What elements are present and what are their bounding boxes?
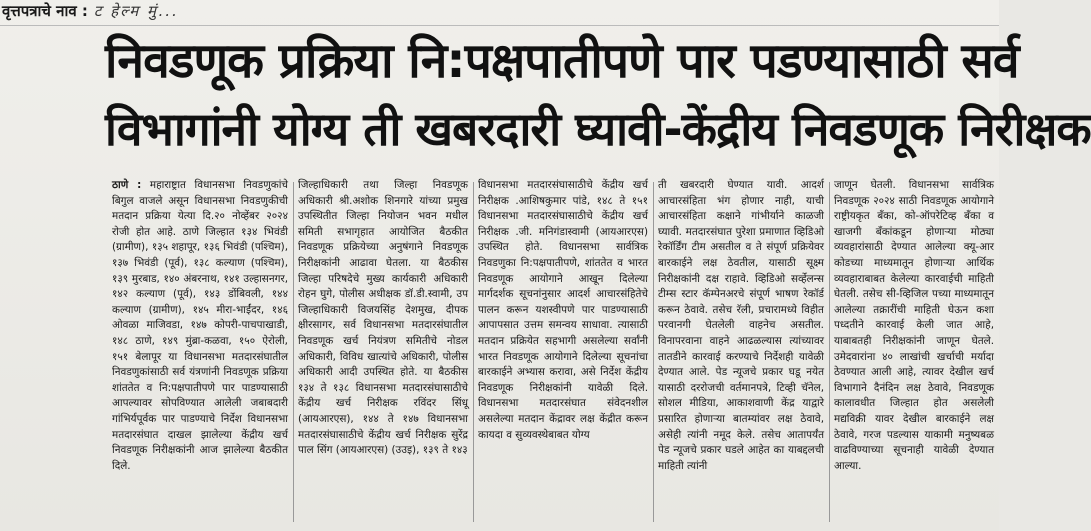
headline-line-1: निवडणूक प्रक्रिया नि:पक्षपातीपणे पार पडण्यासाठी सर्व bbox=[105, 33, 1019, 89]
headline-line-2: विभागांनी योग्य ती खबरदारी घ्यावी-केंद्रीय निवडणूक निरीक्षक bbox=[105, 102, 1091, 156]
newspaper-name-label: वृत्तपत्राचे नाव : bbox=[2, 2, 88, 20]
column-divider bbox=[293, 182, 294, 522]
column-4-text: ती खबरदारी घेण्यात यावी. आदर्श आचारसंहिता भंग होणार नाही, याची आचारसंहिता कक्षाने गांभीर्याने काळजी घ्यावी. मतदारसंघात पुरेशा प्रमाणात व्हिडिओ रेकॉर्डिंग टीम असतील व ते संपूर्ण प्रक्रियेवर बारकाईने लक्ष ठेवतील, यासाठी सूक्ष्म निरीक्षकांनी दक्ष राहावे. व्हिडिओ सर्व्हेलन्स टीम्स स्टार कॅम्पेनअरचे संपूर्ण भाषण रेकॉर्ड करून ठेवावे. तसेच रॅली, प्रचारामध्ये विहीत परवानगी घेतलेली वाहनेच असतील. विनापरवाना वाहने आढळल्यास त्यांच्यावर तातडीने कारवाई करण्याचे निर्देशही यावेळी देण्यात आले. पेड न्यूजचे प्रकार घडू नयेत यासाठी दररोजची वर्तमानपत्रे, टिव्ही चॅनेल, सोशल मीडिया, आकाशवाणी केंद्र याद्वारे प्रसारित होणाऱ्या बातम्यांवर लक्ष ठेवावे, असेही त्यांनी नमूद केले. तसेच आतापर्यंत पेड न्यूजचे प्रकार घडले आहेत का याबद्दलची माहिती त्यांनी bbox=[658, 179, 824, 472]
newspaper-name-handwritten: ट हेल्म मुं... bbox=[93, 2, 179, 20]
column-divider bbox=[829, 182, 830, 522]
column-divider bbox=[653, 182, 654, 522]
column-5-text: जाणून घेतली. विधानसभा सार्वत्रिक निवडणूक २०२४ साठी निवडणूक आयोगाने राष्ट्रीयकृत बँका, को-ऑपरेटिव्ह बँका व खाजगी बँकांकडून होणाऱ्या मोठ्या व्यवहारांसाठी देण्यात आलेल्या क्यू-आर कोडच्या माध्यमातून होणाऱ्या आर्थिक व्यवहाराबाबत केलेल्या कारवाईची माहिती घेतली. तसेच सी-व्हिजिल पच्या माध्यमातून आलेल्या तक्रारींची माहिती घेऊन कशा पध्दतीने कारवाई केली जात आहे, याबाबतही निरीक्षकांनी जाणून घेतले. उमेदवारांना ४० लाखांची खर्चाची मर्यादा ठेवण्यात आली आहे, त्यावर देखील खर्च विभागाने दैनंदिन लक्ष ठेवावे, निवडणूक कालावधीत जिल्हात होत असलेली मद्यविक्री यावर देखील बारकाईने लक्ष ठेवावे, गरज पडल्यास याकामी मनुष्यबळ वाढविण्याच्या सूचनाही यावेळी देण्यात आल्या. bbox=[834, 179, 994, 472]
article-column-4 bbox=[658, 178, 824, 528]
article-column-5 bbox=[834, 178, 994, 528]
column-3-text: विधानसभा मतदारसंघासाठीचे केंद्रीय खर्च निरीक्षक .आशिषकुमार पांडे, १४८ ते १५१ विधानसभा मतदारसंघासाठीचे केंद्रीय खर्च निरीक्षक .जी. मनिगंडास्वामी (आयआरएस) उपस्थित होते. विधानसभा सार्वत्रिक निवडणुका नि:पक्षपातीपणे, शांततेत व भारत निवडणूक आयोगाने आखून दिलेल्या मार्गदर्शक सूचनांनुसार आदर्श आचारसंहितेचे पालन करून यशस्वीपणे पार पाडण्यासाठी आपापसात उत्तम समन्वय साधावा. त्यासाठी मतदान प्रक्रियेत सहभागी असलेल्या सर्वांनी भारत निवडणूक आयोगाने दिलेल्या सूचनांचा बारकाईने अभ्यास करावा, असे निर्देश केंद्रीय निवडणूक निरीक्षकांनी यावेळी दिले. विधानसभा मतदारसंघात संवेदनशील असलेल्या मतदान केंद्रावर लक्ष केंद्रीत करून कायदा व सुव्यवस्थेबाबत योग्य bbox=[478, 179, 648, 441]
column-2-text: जिल्हाधिकारी तथा जिल्हा निवडणूक अधिकारी श्री.अशोक शिनगारे यांच्या प्रमुख उपस्थितीत जिल्हा नियोजन भवन मधील समिती सभागृहात आयोजित बैठकीत निवडणूक प्रक्रियेच्या अनुषंगाने निवडणूक निरीक्षकांनी आढावा घेतला. या बैठकीस जिल्हा परिषदेचे मुख्य कार्यकारी अधिकारी रोहन घुगे, पोलीस अधीक्षक डॉ.डी.स्वामी, उप जिल्हाधिकारी विजयसिंह देशमुख, दीपक क्षीरसागर, सर्व विधानसभा मतदारसंघातील निवडणूक खर्च नियंत्रण समितीचे नोडल अधिकारी, विविध खात्यांचे अधिकारी, पोलीस अधिकारी आदी उपस्थित होते. या बैठकीस १३४ ते १३८ विधानसभा मतदारसंघासाठीचे केंद्रीय खर्च निरीक्षक रविंदर सिंधू (आयआरएस), १४४ ते १४७ विधानसभा मतदारसंघासाठीचे केंद्रीय खर्च निरीक्षक सुरेंद्र पाल सिंग (आयआरएस) (उउइ), १३९ ते १४३ bbox=[298, 179, 468, 457]
article-column-1 bbox=[112, 178, 288, 528]
newspaper-name-field bbox=[0, 0, 322, 24]
dateline: ठाणे : bbox=[112, 179, 142, 191]
article-body bbox=[112, 178, 999, 531]
top-divider bbox=[0, 25, 999, 26]
article-column-3 bbox=[478, 178, 648, 528]
column-divider bbox=[473, 182, 474, 522]
article-column-2 bbox=[298, 178, 468, 528]
column-1-text: महाराष्ट्रात विधानसभा निवडणुकांचे बिगुल वाजले असून विधानसभा निवडणुकीची मतदान प्रक्रिया येत्या दि.२० नोव्हेंबर २०२४ रोजी होत आहे. ठाणे जिल्हात १३४ भिवंडी (ग्रामीण), १३५ शहापूर, १३६ भिवंडी (पश्चिम), १३७ भिवंडी (पूर्व), १३८ कल्याण (पश्चिम), १३९ मुरबाड, १४० अंबरनाथ, १४१ उल्हासनगर, १४२ कल्याण (पूर्व), १४३ डोंबिवली, १४४ कल्याण (ग्रामीण), १४५ मीरा-भाईंदर, १४६ ओवळा माजिवडा, १४७ कोपरी-पाचपाखाडी, १४८ ठाणे, १४९ मुंब्रा-कळवा, १५० ऐरोली, १५१ बेलापूर या विधानसभा मतदारसंघातील निवडणुकांसाठी सर्व यंत्रणांनी निवडणूक प्रक्रिया शांततेत व नि:पक्षपातीपणे पार पाडण्यासाठी आपल्यावर सोपविण्यात आलेली जबाबदारी गांभिर्यपूर्वक पार पाडण्याचे निर्देश विधानसभा मतदारसंघात दाखल झालेल्या केंद्रीय खर्च निवडणूक निरीक्षकांनी आज झालेल्या बैठकीत दिले. bbox=[112, 179, 289, 472]
